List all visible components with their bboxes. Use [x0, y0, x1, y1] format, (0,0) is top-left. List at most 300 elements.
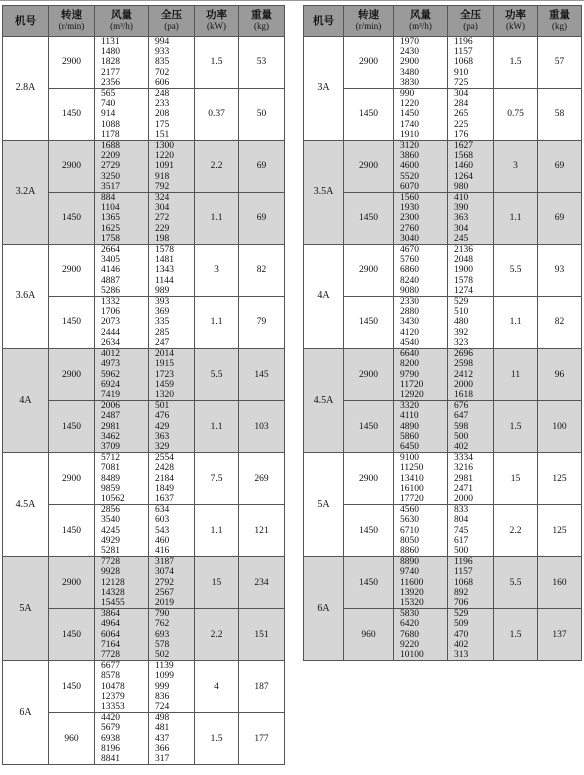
- pressure-value: 1481: [155, 255, 174, 266]
- weight-cell: 151: [239, 609, 285, 661]
- pressure-value: 1568: [454, 151, 473, 162]
- pressure-value: 2471: [454, 483, 473, 494]
- flow-cell: [95, 713, 149, 765]
- table-row: [3, 245, 285, 297]
- table-row: [304, 505, 582, 557]
- flow-cell: [394, 505, 448, 557]
- table-row: [304, 245, 582, 297]
- flow-value: 9790: [400, 369, 419, 380]
- header-flow: 风量 (m³/h): [394, 6, 448, 37]
- pressure-value: 229: [155, 223, 170, 234]
- pressure-value: 933: [155, 47, 170, 58]
- weight-cell: 50: [239, 89, 285, 141]
- flow-value: 4540: [400, 337, 419, 348]
- flow-cell: [95, 37, 149, 89]
- pressure-value: 606: [155, 77, 170, 88]
- pressure-value: 1099: [155, 671, 174, 682]
- pressure-value: 2412: [454, 369, 473, 380]
- flow-cell: [95, 245, 149, 297]
- flow-value: 13410: [400, 473, 424, 484]
- power-cell: 4: [195, 661, 239, 713]
- flow-value: 9080: [400, 285, 419, 296]
- weight-cell: 100: [538, 401, 582, 453]
- pressure-value: 1578: [155, 245, 174, 256]
- table-row: [3, 661, 285, 713]
- pressure-value: 634: [155, 505, 170, 516]
- power-cell: 1.1: [494, 193, 538, 245]
- pressure-value: 2184: [155, 473, 174, 484]
- flow-value: 1365: [101, 213, 120, 224]
- pressure-value: 416: [155, 545, 170, 556]
- flow-value: 1688: [101, 141, 120, 152]
- pressure-value: 1274: [454, 285, 473, 296]
- power-cell: 1.1: [494, 297, 538, 349]
- speed-cell: 2900: [49, 557, 95, 609]
- pressure-value: 1320: [155, 389, 174, 400]
- flow-cell: [95, 401, 149, 453]
- flow-value: 6924: [101, 379, 120, 390]
- flow-value: 8196: [101, 743, 120, 754]
- weight-cell: 69: [239, 193, 285, 245]
- pressure-value: 804: [454, 515, 469, 526]
- pressure-value: 2014: [155, 349, 174, 360]
- pressure-value: 745: [454, 525, 469, 536]
- pressure-cell: [149, 297, 195, 349]
- pressure-value: 910: [454, 67, 469, 78]
- flow-value: 3709: [101, 441, 120, 452]
- pressure-value: 529: [454, 609, 469, 620]
- flow-value: 2300: [400, 213, 419, 224]
- pressure-value: 989: [155, 285, 170, 296]
- header-power: 功率 (kW): [494, 6, 538, 37]
- flow-cell: [394, 193, 448, 245]
- pressure-cell: [149, 453, 195, 505]
- pressure-value: 510: [454, 307, 469, 318]
- flow-value: 5962: [101, 369, 120, 380]
- pressure-cell: [149, 193, 195, 245]
- power-cell: 5.5: [494, 245, 538, 297]
- power-cell: 5.5: [195, 349, 239, 401]
- flow-value: 9740: [400, 567, 419, 578]
- table-row: [304, 37, 582, 89]
- flow-value: 3480: [400, 67, 419, 78]
- flow-value: 1740: [400, 119, 419, 130]
- model-cell: 6A: [3, 661, 49, 765]
- speed-cell: 2900: [49, 453, 95, 505]
- pressure-cell: [149, 609, 195, 661]
- flow-value: 1560: [400, 193, 419, 204]
- flow-value: 4420: [101, 713, 120, 724]
- pressure-value: 2048: [454, 255, 473, 266]
- pressure-value: 1627: [454, 141, 473, 152]
- flow-cell: [394, 609, 448, 661]
- power-cell: 2.2: [195, 609, 239, 661]
- flow-value: 12379: [101, 691, 125, 702]
- pressure-value: 393: [155, 297, 170, 308]
- flow-value: 1220: [400, 99, 419, 110]
- power-cell: 1.1: [195, 401, 239, 453]
- pressure-cell: [149, 661, 195, 713]
- flow-value: 2444: [101, 327, 120, 338]
- speed-cell: 2900: [49, 245, 95, 297]
- pressure-cell: [448, 37, 494, 89]
- pressure-value: 1300: [155, 141, 174, 152]
- flow-value: 8489: [101, 473, 120, 484]
- table-row: [304, 453, 582, 505]
- model-cell: 3A: [304, 37, 344, 141]
- pressure-cell: [448, 349, 494, 401]
- header-pressure: 全压 (pa): [448, 6, 494, 37]
- weight-cell: 58: [538, 89, 582, 141]
- pressure-value: 1139: [155, 661, 174, 672]
- weight-cell: 53: [239, 37, 285, 89]
- flow-value: 4120: [400, 327, 419, 338]
- flow-value: 2177: [101, 67, 120, 78]
- flow-value: 6450: [400, 441, 419, 452]
- flow-value: 3405: [101, 255, 120, 266]
- pressure-value: 265: [454, 109, 469, 120]
- weight-cell: 69: [239, 141, 285, 193]
- flow-value: 7419: [101, 389, 120, 400]
- pressure-value: 693: [155, 629, 170, 640]
- flow-value: 5281: [101, 545, 120, 556]
- pressure-value: 1220: [155, 151, 174, 162]
- pressure-value: 2136: [454, 245, 473, 256]
- flow-value: 2760: [400, 223, 419, 234]
- pressure-value: 480: [454, 317, 469, 328]
- flow-value: 1178: [101, 129, 120, 140]
- model-cell: 4A: [3, 349, 49, 453]
- flow-value: 12128: [101, 577, 125, 588]
- weight-cell: 177: [239, 713, 285, 765]
- pressure-value: 702: [155, 67, 170, 78]
- power-cell: 2.2: [195, 141, 239, 193]
- table-body-right: [304, 37, 582, 661]
- flow-value: 2330: [400, 297, 419, 308]
- header-row: [304, 6, 582, 37]
- flow-cell: [95, 89, 149, 141]
- table-row: [304, 609, 582, 661]
- speed-cell: 2900: [344, 349, 394, 401]
- pressure-value: 402: [454, 639, 469, 650]
- flow-value: 8240: [400, 275, 419, 286]
- pressure-value: 994: [155, 37, 170, 47]
- pressure-value: 1343: [155, 265, 174, 276]
- pressure-value: 402: [454, 441, 469, 452]
- flow-value: 565: [101, 89, 116, 100]
- weight-cell: 69: [538, 141, 582, 193]
- flow-value: 3462: [101, 431, 120, 442]
- flow-value: 5286: [101, 285, 120, 296]
- pressure-value: 208: [155, 109, 170, 120]
- pressure-value: 317: [155, 754, 170, 765]
- flow-value: 4012: [101, 349, 120, 360]
- pressure-value: 1723: [155, 369, 174, 380]
- flow-value: 9100: [400, 453, 419, 464]
- pressure-value: 2019: [155, 597, 174, 608]
- weight-cell: 79: [239, 297, 285, 349]
- flow-value: 914: [101, 109, 116, 120]
- pressure-value: 304: [155, 203, 170, 214]
- pressure-value: 2981: [454, 473, 473, 484]
- flow-value: 5630: [400, 515, 419, 526]
- flow-value: 6860: [400, 265, 419, 276]
- flow-value: 6420: [400, 619, 419, 630]
- flow-value: 1450: [400, 109, 419, 120]
- flow-value: 3864: [101, 609, 120, 620]
- weight-cell: 93: [538, 245, 582, 297]
- flow-cell: [95, 297, 149, 349]
- flow-value: 990: [400, 89, 415, 100]
- pressure-value: 335: [155, 317, 170, 328]
- speed-cell: 1450: [344, 89, 394, 141]
- flow-value: 4929: [101, 535, 120, 546]
- speed-cell: 1450: [49, 193, 95, 245]
- flow-value: 7728: [101, 649, 120, 660]
- speed-cell: 1450: [344, 193, 394, 245]
- table-body-left: [3, 37, 285, 765]
- flow-cell: [394, 401, 448, 453]
- pressure-value: 543: [155, 525, 170, 536]
- speed-cell: 2900: [49, 141, 95, 193]
- flow-value: 10478: [101, 681, 125, 692]
- flow-cell: [95, 453, 149, 505]
- flow-cell: [394, 89, 448, 141]
- speed-cell: 960: [344, 609, 394, 661]
- flow-value: 1828: [101, 57, 120, 68]
- pressure-value: 470: [454, 629, 469, 640]
- pressure-value: 1068: [454, 57, 473, 68]
- table-row: [3, 557, 285, 609]
- flow-value: 1910: [400, 129, 419, 140]
- pressure-value: 509: [454, 619, 469, 630]
- speed-cell: 960: [49, 713, 95, 765]
- flow-cell: [95, 505, 149, 557]
- pressure-value: 176: [454, 129, 469, 140]
- power-cell: 1.1: [195, 193, 239, 245]
- flow-value: 2981: [101, 421, 120, 432]
- pressure-cell: [448, 245, 494, 297]
- flow-value: 4146: [101, 265, 120, 276]
- pressure-cell: [448, 609, 494, 661]
- table-row: [304, 557, 582, 609]
- flow-cell: [95, 661, 149, 713]
- pressure-cell: [149, 349, 195, 401]
- flow-value: 6677: [101, 661, 120, 672]
- flow-value: 4245: [101, 525, 120, 536]
- flow-value: 6070: [400, 181, 419, 192]
- header-row: [3, 6, 285, 37]
- header-model: 机号: [3, 6, 49, 37]
- table-row: [3, 141, 285, 193]
- flow-cell: [95, 557, 149, 609]
- speed-cell: 1450: [344, 297, 394, 349]
- flow-cell: [95, 141, 149, 193]
- pressure-value: 1900: [454, 265, 473, 276]
- pressure-value: 369: [155, 307, 170, 318]
- flow-value: 4973: [101, 359, 120, 370]
- pressure-value: 1915: [155, 359, 174, 370]
- model-cell: 4A: [304, 245, 344, 349]
- pressure-value: 724: [155, 702, 170, 712]
- power-cell: 3: [195, 245, 239, 297]
- flow-value: 10562: [101, 493, 125, 504]
- flow-value: 1970: [400, 37, 419, 47]
- weight-cell: 103: [239, 401, 285, 453]
- flow-value: 8050: [400, 535, 419, 546]
- flow-value: 14328: [101, 587, 125, 598]
- flow-value: 7081: [101, 463, 120, 474]
- flow-value: 3860: [400, 151, 419, 162]
- flow-value: 9220: [400, 639, 419, 650]
- power-cell: 1.1: [195, 505, 239, 557]
- pressure-value: 476: [155, 411, 170, 422]
- pressure-value: 366: [155, 743, 170, 754]
- pressure-value: 2598: [454, 359, 473, 370]
- speed-cell: 2900: [344, 141, 394, 193]
- power-cell: 7.5: [195, 453, 239, 505]
- pressure-value: 999: [155, 681, 170, 692]
- flow-value: 8860: [400, 545, 419, 556]
- flow-value: 11600: [400, 577, 424, 588]
- flow-cell: [394, 349, 448, 401]
- pressure-value: 175: [155, 119, 170, 130]
- pressure-value: 529: [454, 297, 469, 308]
- power-cell: 2.2: [494, 505, 538, 557]
- pressure-cell: [448, 453, 494, 505]
- pressure-value: 313: [454, 649, 469, 660]
- fan-spec-table-right: [303, 5, 582, 661]
- flow-value: 8578: [101, 671, 120, 682]
- flow-cell: [394, 557, 448, 609]
- model-cell: 6A: [304, 557, 344, 661]
- speed-cell: 2900: [344, 37, 394, 89]
- pressure-value: 892: [454, 587, 469, 598]
- power-cell: 15: [494, 453, 538, 505]
- flow-value: 5830: [400, 609, 419, 620]
- flow-value: 2006: [101, 401, 120, 412]
- pressure-value: 390: [454, 203, 469, 214]
- flow-value: 15455: [101, 597, 125, 608]
- header-speed: 转速 (r/min): [344, 6, 394, 37]
- pressure-cell: [149, 245, 195, 297]
- pressure-value: 676: [454, 401, 469, 412]
- flow-value: 15320: [400, 597, 424, 608]
- power-cell: 0.37: [195, 89, 239, 141]
- flow-value: 4887: [101, 275, 120, 286]
- pressure-value: 1157: [454, 567, 473, 578]
- pressure-value: 980: [454, 181, 469, 192]
- pressure-value: 502: [155, 649, 170, 660]
- speed-cell: 1450: [49, 89, 95, 141]
- pressure-value: 603: [155, 515, 170, 526]
- pressure-value: 1144: [155, 275, 174, 286]
- speed-cell: 1450: [344, 557, 394, 609]
- pressure-cell: [448, 89, 494, 141]
- flow-value: 8200: [400, 359, 419, 370]
- flow-value: 12920: [400, 389, 424, 400]
- model-cell: 4.5A: [3, 453, 49, 557]
- weight-cell: 82: [538, 297, 582, 349]
- pressure-value: 2567: [155, 587, 174, 598]
- flow-value: 4890: [400, 421, 419, 432]
- weight-cell: 82: [239, 245, 285, 297]
- flow-value: 7164: [101, 639, 120, 650]
- flow-value: 2430: [400, 47, 419, 58]
- pressure-value: 245: [454, 233, 469, 244]
- flow-value: 6640: [400, 349, 419, 360]
- header-model: 机号: [304, 6, 344, 37]
- flow-value: 2856: [101, 505, 120, 516]
- power-cell: 3: [494, 141, 538, 193]
- flow-value: 1088: [101, 119, 120, 130]
- pressure-value: 1459: [155, 379, 174, 390]
- power-cell: 15: [195, 557, 239, 609]
- weight-cell: 57: [538, 37, 582, 89]
- flow-value: 13920: [400, 587, 424, 598]
- flow-value: 5679: [101, 723, 120, 734]
- flow-value: 1104: [101, 203, 120, 214]
- header-speed: 转速 (r/min): [49, 6, 95, 37]
- pressure-value: 481: [155, 723, 170, 734]
- flow-value: 2487: [101, 411, 120, 422]
- flow-value: 17720: [400, 493, 424, 504]
- table-row: [3, 37, 285, 89]
- pressure-cell: [448, 505, 494, 557]
- pressure-value: 2428: [155, 463, 174, 474]
- flow-cell: [394, 297, 448, 349]
- pressure-value: 392: [454, 327, 469, 338]
- pressure-value: 1578: [454, 275, 473, 286]
- flow-value: 11720: [400, 379, 424, 390]
- pressure-cell: [149, 141, 195, 193]
- pressure-value: 323: [454, 337, 469, 348]
- header-flow: 风量 (m³/h): [95, 6, 149, 37]
- flow-cell: [394, 141, 448, 193]
- flow-cell: [95, 609, 149, 661]
- speed-cell: 1450: [344, 401, 394, 453]
- pressure-value: 762: [155, 619, 170, 630]
- power-cell: 0.75: [494, 89, 538, 141]
- weight-cell: 187: [239, 661, 285, 713]
- pressure-value: 578: [155, 639, 170, 650]
- pressure-value: 1157: [454, 47, 473, 58]
- flow-value: 1625: [101, 223, 120, 234]
- pressure-value: 460: [155, 535, 170, 546]
- speed-cell: 1450: [344, 505, 394, 557]
- table-row: [304, 89, 582, 141]
- pressure-value: 437: [155, 733, 170, 744]
- flow-value: 11250: [400, 463, 424, 474]
- pressure-value: 1068: [454, 577, 473, 588]
- pressure-value: 1196: [454, 557, 473, 568]
- pressure-value: 363: [155, 431, 170, 442]
- flow-value: 4670: [400, 245, 419, 256]
- header-power: 功率 (kW): [195, 6, 239, 37]
- power-cell: 1.5: [195, 713, 239, 765]
- flow-value: 6710: [400, 525, 419, 536]
- weight-cell: 145: [239, 349, 285, 401]
- flow-value: 5860: [400, 431, 419, 442]
- table-row: [304, 141, 582, 193]
- pressure-value: 617: [454, 535, 469, 546]
- pressure-value: 2000: [454, 379, 473, 390]
- pressure-cell: [448, 401, 494, 453]
- flow-value: 2634: [101, 337, 120, 348]
- pressure-value: 1460: [454, 161, 473, 172]
- table-row: [304, 349, 582, 401]
- flow-cell: [394, 453, 448, 505]
